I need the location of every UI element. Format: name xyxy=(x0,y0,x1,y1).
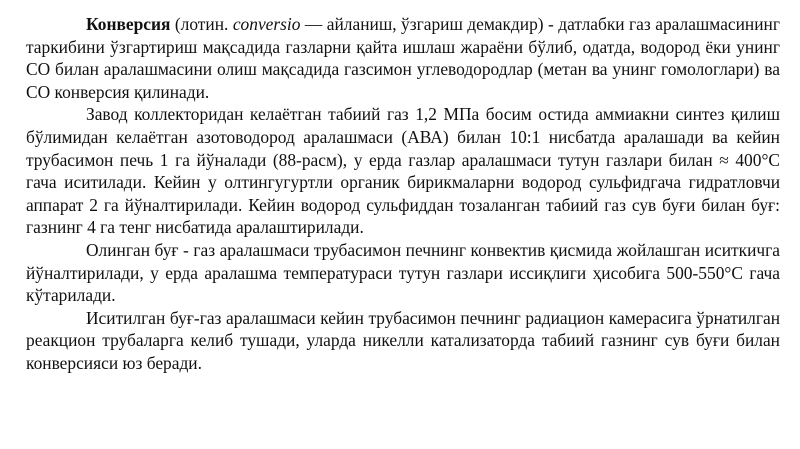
paragraph-process-3: Иситилган буғ-газ аралашмаси кейин трубасимон печнинг радиацион камерасига ўрнатилган реакцион трубаларга келиб тушади, уларда никелли катализаторда табиий газнинг сув буғи билан конверсияси юз беради. xyxy=(26,307,780,373)
paragraph-process-2: Олинган буғ - газ аралашмаси трубасимон печнинг конвектив қисмида жойлашган иситкичга йўналтирилади, у ерда аралашма температураси тутун газлари иссиқлиги ҳисобига 500-550°С гача кўтарилади. xyxy=(26,239,780,306)
definition-text: — айланиш, ўзгариш демакдир) - датлабки газ аралашмасининг таркибини ўзгартириш мақсадида газларни қайта ишлаш жараёни бўлиб, одатда, водород ёки унинг CO билан аралашмасини олиш мақсадида газсимон углеводородлар (метан ва унинг гомологлари) ва CO конверсия қилинади. xyxy=(26,14,780,102)
term-heading: Конверсия xyxy=(86,14,171,34)
paragraph-definition xyxy=(26,13,780,103)
definition-open: (лотин. xyxy=(170,14,233,34)
document-body xyxy=(26,13,780,375)
paragraph-process-1: Завод коллекторидан келаётган табиий газ 1,2 МПа босим остида аммиакни синтез қилиш бўлимидан келаётган азотоводород аралашмаси (АВА) билан 10:1 нисбатда аралашади ва кейин трубасимон печь 1 га йўналади (88-расм), у ерда газлар аралашмаси тутун газлари билан ≈ 400°С гача иситилади. Кейин у олтингугуртли органик бирикмаларни водород сульфидгача гидратловчи аппарат 2 га йўналтирилади. Кейин водород сульфиддан тозаланган табиий газ сув буғи билан буғ: газнинг 4 га тенг нисбатида аралаштирилади. xyxy=(26,104,780,238)
latin-term: conversio xyxy=(232,14,301,34)
